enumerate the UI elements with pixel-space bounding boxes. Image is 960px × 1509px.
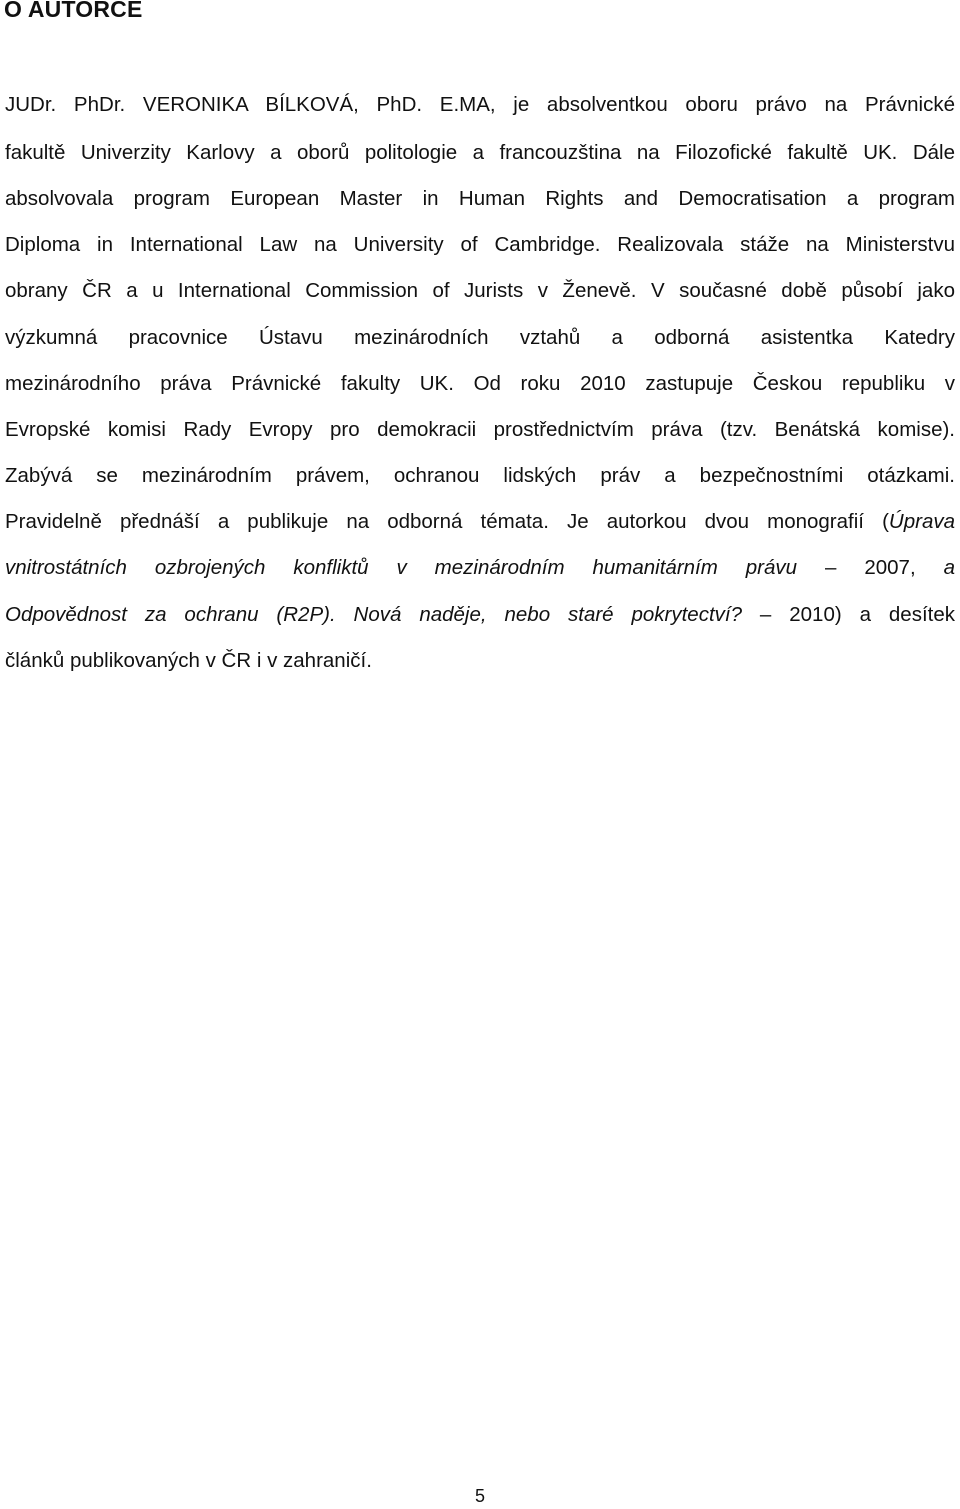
text-line: obrany ČR a u International Commission of Jurists v Ženevě. V současné době působí jako <box>5 279 955 302</box>
text-line: článků publikovaných v ČR i v zahraničí. <box>5 649 372 672</box>
book-title: vnitrostátních ozbrojených konfliktů v mezinárodním humanitárním právu <box>5 556 798 579</box>
text-line: Pravidelně přednáší a publikuje na odborná témata. Je autorkou dvou monografií (Úprava <box>5 510 955 533</box>
text-line: Diploma in International Law na University of Cambridge. Realizovala stáže na Ministerstvu <box>5 233 955 256</box>
text-line: JUDr. PhDr. VERONIKA BÍLKOVÁ, PhD. E.MA, je absolventkou oboru právo na Právnické <box>5 93 955 116</box>
text-line: výzkumná pracovnice Ústavu mezinárodních vztahů a odborná asistentka Katedry <box>5 326 955 349</box>
book-title: Úprava <box>888 510 955 533</box>
text-line: fakultě Univerzity Karlovy a oborů politologie a francouzština na Filozofické fakultě UK. Dále <box>5 141 955 164</box>
text-line: Evropské komisi Rady Evropy pro demokracii prostřednictvím práva (tzv. Benátská komise). <box>5 418 955 441</box>
text-line: vnitrostátních ozbrojených konfliktů v mezinárodním humanitárním právu – 2007, a <box>5 556 955 579</box>
text-line: Odpovědnost za ochranu (R2P). Nová naděje, nebo staré pokrytectví? – 2010) a desítek <box>5 603 955 626</box>
book-title: Odpovědnost za ochranu (R2P). Nová naděje, nebo staré pokrytectví? <box>5 603 743 626</box>
text-line: mezinárodního práva Právnické fakulty UK. Od roku 2010 zastupuje Českou republiku v <box>5 372 955 395</box>
page-number: 5 <box>474 1486 485 1506</box>
text-line: absolvovala program European Master in Human Rights and Democratisation a program <box>5 187 955 210</box>
text-line: Zabývá se mezinárodním právem, ochranou lidských práv a bezpečnostními otázkami. <box>5 464 955 487</box>
section-heading: O AUTORCE <box>4 0 143 22</box>
